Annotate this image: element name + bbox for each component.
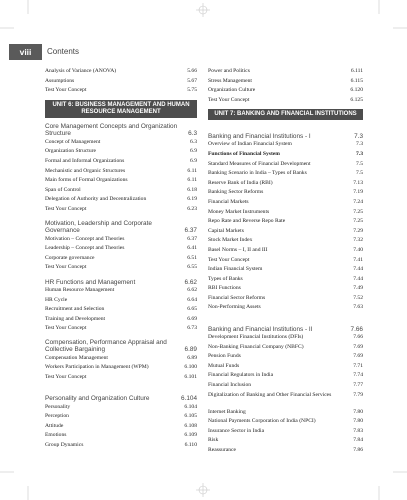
- entry-title: Financial Regulators in India: [208, 372, 274, 379]
- entry-title: Organization Structure: [45, 148, 97, 155]
- page-ref: 7.29: [353, 227, 363, 234]
- page-ref: 7.69: [353, 353, 363, 360]
- toc-left-column: [45, 68, 197, 452]
- page-ref: 5.75: [187, 87, 197, 94]
- page-ref: 7.66: [350, 325, 363, 333]
- toc-section-heading[interactable]: [45, 386, 197, 403]
- page-ref: 6.23: [187, 205, 197, 212]
- toc-entry[interactable]: [208, 344, 363, 354]
- entry-title: Perception: [45, 413, 69, 420]
- page-ref: 5.66: [187, 68, 197, 74]
- page-ref: 6.104: [184, 403, 197, 410]
- entry-title: Training and Development: [45, 315, 106, 322]
- page-ref: 7.86: [353, 447, 363, 453]
- entry-title: Stress Management: [208, 77, 252, 84]
- page-ref: 6.64: [187, 296, 197, 303]
- page-ref: 7.24: [353, 198, 363, 205]
- toc-entry[interactable]: [208, 392, 363, 409]
- toc-entry[interactable]: [208, 141, 363, 151]
- header-title: Contents: [47, 47, 80, 56]
- page-ref: 6.105: [184, 413, 197, 420]
- entry-title: Delegation of Authority and Decentralization: [45, 196, 147, 203]
- entry-title: Main forms of Formal Organizations: [45, 177, 128, 184]
- page-ref: 5.67: [187, 77, 197, 84]
- toc-entry[interactable]: [45, 236, 197, 246]
- page-ref: 7.3: [356, 141, 363, 148]
- toc-entry[interactable]: [208, 334, 363, 344]
- page-ref: 7.25: [353, 218, 363, 225]
- section-title: HR Functions and Management: [45, 278, 136, 286]
- toc-entry[interactable]: [208, 409, 363, 419]
- toc-entry[interactable]: [208, 418, 363, 428]
- entry-title: Test Your Concept: [45, 205, 87, 212]
- toc-entry[interactable]: [45, 442, 197, 452]
- entry-title: Risk: [208, 437, 219, 444]
- toc-entry[interactable]: [208, 218, 363, 228]
- page-ref: 7.84: [353, 437, 363, 444]
- section-title: Banking and Financial Institutions - II: [208, 325, 313, 333]
- unit-heading: UNIT 6: BUSINESS MANAGEMENT AND HUMAN RESOURCE MANAGEMENT: [45, 100, 197, 118]
- entry-title: Organization Culture: [208, 87, 256, 94]
- toc-entry[interactable]: [45, 168, 197, 178]
- toc-entry[interactable]: [45, 306, 197, 316]
- entry-title: Motivation – Concept and Theories: [45, 235, 125, 242]
- page-ref: 6.125: [350, 96, 363, 103]
- page-ref: 6.101: [184, 374, 197, 381]
- entry-title: HR Cycle: [45, 296, 68, 303]
- entry-title: Money Market Instruments: [208, 208, 270, 215]
- toc-entry[interactable]: [208, 428, 363, 438]
- page-ref: 6.100: [184, 364, 197, 371]
- toc-entry[interactable]: [45, 325, 197, 335]
- entry-title: Analysis of Variance (ANOVA): [45, 68, 117, 74]
- toc-entry[interactable]: [45, 87, 197, 97]
- toc-entry[interactable]: [208, 437, 363, 447]
- page-ref: 7.44: [353, 266, 363, 273]
- entry-title: Functions of Financial System: [208, 150, 280, 157]
- page-ref: 7.13: [353, 179, 363, 186]
- toc-entry[interactable]: [208, 78, 363, 88]
- toc-entry[interactable]: [45, 148, 197, 158]
- entry-title: Development Financial Institutions (DFIs): [208, 334, 304, 341]
- toc-entry[interactable]: [45, 413, 197, 423]
- toc-entry[interactable]: [45, 187, 197, 197]
- page-ref: 7.74: [353, 372, 363, 379]
- entry-title: Leadership – Concept and Theories: [45, 245, 125, 252]
- toc-entry[interactable]: [208, 447, 363, 457]
- page-ref: 7.41: [353, 256, 363, 263]
- toc-entry[interactable]: [208, 353, 363, 363]
- toc-entry[interactable]: [45, 316, 197, 326]
- toc-entry[interactable]: [45, 245, 197, 255]
- toc-section-heading[interactable]: [208, 316, 363, 333]
- page-ref: 7.83: [353, 427, 363, 434]
- entry-title: Personality: [45, 403, 71, 410]
- page-ref: 6.18: [187, 186, 197, 193]
- page-ref: 7.80: [353, 408, 363, 415]
- page-ref: 7.77: [353, 382, 363, 389]
- entry-title: Banking Sector Reforms: [208, 189, 264, 196]
- entry-title: Reassurance: [208, 447, 236, 453]
- toc-entry[interactable]: [208, 382, 363, 392]
- page-ref: 7.5: [356, 170, 363, 177]
- entry-title: Span of Control: [45, 186, 81, 193]
- page-header: [0, 44, 407, 60]
- toc-entry[interactable]: [208, 237, 363, 247]
- section-title: Personality and Organization Culture: [45, 395, 150, 403]
- page-ref: 7.49: [353, 285, 363, 292]
- entry-title: Digitalization of Banking and Other Financial Services: [208, 391, 332, 398]
- page-ref: 6.55: [187, 264, 197, 271]
- page-number-tab: viii: [9, 44, 42, 60]
- toc-section-heading[interactable]: [45, 121, 197, 138]
- entry-title: Test Your Concept: [45, 374, 87, 381]
- page-ref: 7.71: [353, 362, 363, 369]
- entry-title: National Payments Corporation of India (NPCI): [208, 418, 316, 425]
- toc-entry[interactable]: [208, 68, 363, 78]
- page-ref: 7.66: [353, 334, 363, 341]
- toc-section-heading[interactable]: [45, 218, 197, 235]
- toc-entry[interactable]: [45, 374, 197, 384]
- entry-title: Types of Banks: [208, 275, 243, 282]
- entry-title: Capital Markets: [208, 227, 244, 234]
- page-ref: 6.69: [187, 315, 197, 322]
- toc-section-heading[interactable]: [45, 337, 197, 354]
- entry-title: RBI Functions: [208, 285, 241, 292]
- toc-entry[interactable]: [208, 304, 363, 314]
- entry-title: Workers Participation in Management (WPM): [45, 364, 149, 371]
- toc-entry[interactable]: [45, 287, 197, 297]
- page-ref: 6.62: [184, 278, 197, 286]
- toc-section-heading[interactable]: [208, 123, 363, 140]
- page-ref: 7.5: [356, 160, 363, 167]
- page-ref: 6.51: [187, 254, 197, 261]
- page-ref: 6.41: [187, 245, 197, 252]
- toc-entry[interactable]: [208, 161, 363, 171]
- entry-title: Overview of Indian Financial System: [208, 141, 292, 148]
- toc-entry[interactable]: [208, 189, 363, 199]
- page-ref: 7.40: [353, 246, 363, 253]
- section-title: Banking and Financial Institutions - I: [208, 132, 311, 140]
- toc-entry[interactable]: [45, 404, 197, 414]
- toc-entry[interactable]: [208, 247, 363, 257]
- page-ref: 6.120: [350, 87, 363, 94]
- entry-title: Non-Banking Financial Company (NBFC): [208, 343, 304, 350]
- page-ref: 6.19: [187, 196, 197, 203]
- toc-entry[interactable]: [45, 432, 197, 442]
- entry-title: Stock Market Index: [208, 237, 253, 244]
- entry-title: Attitude: [45, 422, 64, 429]
- section-title: Compensation, Performance Appraisal and Collective Bargaining: [45, 339, 167, 354]
- entry-title: Emotions: [45, 432, 67, 439]
- toc-entry[interactable]: [208, 87, 363, 97]
- entry-title: Test Your Concept: [45, 87, 87, 94]
- entry-title: Repo Rate and Reverse Repo Rate: [208, 218, 286, 225]
- page-ref: 6.104: [181, 395, 197, 403]
- entry-title: Test Your Concept: [45, 325, 87, 332]
- toc-entry[interactable]: [208, 276, 363, 286]
- toc-entry[interactable]: [45, 297, 197, 307]
- entry-title: Banking Scenario in India – Types of Banks: [208, 170, 307, 177]
- page-ref: 6.65: [187, 306, 197, 313]
- page-ref: 7.3: [354, 132, 363, 140]
- toc-entry[interactable]: [208, 363, 363, 373]
- toc-entry[interactable]: [208, 180, 363, 190]
- toc-entry[interactable]: [45, 364, 197, 374]
- entry-title: Recruitment and Selection: [45, 306, 105, 313]
- toc-entry[interactable]: [208, 151, 363, 161]
- entry-title: Mechanistic and Organic Structures: [45, 167, 126, 174]
- entry-title: Indian Financial System: [208, 266, 263, 273]
- page-ref: 7.25: [353, 208, 363, 215]
- entry-title: Financial Markets: [208, 198, 249, 205]
- entry-title: Test Your Concept: [208, 96, 250, 103]
- toc-entry[interactable]: [45, 264, 197, 274]
- toc-entry[interactable]: [45, 68, 197, 78]
- page-ref: 6.11: [187, 177, 197, 184]
- page-ref: 7.32: [353, 237, 363, 244]
- entry-title: Financial Sector Reforms: [208, 294, 266, 301]
- entry-title: Assumptions: [45, 77, 75, 84]
- page-ref: 6.89: [187, 354, 197, 361]
- page-ref: 7.44: [353, 275, 363, 282]
- page-ref: 7.69: [353, 343, 363, 350]
- page-ref: 7.3: [356, 150, 363, 157]
- entry-title: Insurance Sector in India: [208, 427, 265, 434]
- entry-title: Non-Performing Assets: [208, 304, 261, 311]
- toc-entry[interactable]: [208, 228, 363, 238]
- entry-title: Group Dynamics: [45, 442, 84, 449]
- entry-title: Standard Measures of Financial Development: [208, 160, 311, 167]
- page-ref: 6.108: [184, 422, 197, 429]
- toc-entry[interactable]: [45, 177, 197, 187]
- page-ref: 6.3: [190, 138, 197, 145]
- toc-entry[interactable]: [208, 209, 363, 219]
- toc-right-column: [208, 68, 363, 457]
- page-ref: 6.9: [190, 157, 197, 164]
- toc-entry[interactable]: [208, 372, 363, 382]
- section-title: Motivation, Leadership and Corporate Governance: [45, 219, 152, 235]
- page-ref: 7.63: [353, 304, 363, 311]
- page-ref: 6.115: [350, 77, 363, 84]
- toc-entry[interactable]: [208, 285, 363, 295]
- page-ref: 6.109: [184, 432, 197, 439]
- toc-entry[interactable]: [208, 257, 363, 267]
- entry-title: Compensation Management: [45, 354, 108, 361]
- entry-title: Reserve Bank of India (RBI): [208, 179, 273, 186]
- entry-title: Financial Inclusion: [208, 382, 252, 389]
- entry-title: Mutual Funds: [208, 362, 240, 369]
- page-ref: 6.37: [187, 235, 197, 242]
- page-ref: 6.73: [187, 325, 197, 332]
- toc-entry[interactable]: [208, 97, 363, 107]
- entry-title: Human Resource Management: [45, 286, 115, 293]
- entry-title: Test Your Concept: [45, 264, 87, 271]
- page-ref: 7.80: [353, 418, 363, 425]
- page-ref: 6.62: [187, 286, 197, 293]
- entry-title: Basel Norms – I, II and III: [208, 246, 268, 253]
- page-ref: 6.37: [184, 227, 197, 235]
- page-ref: 7.52: [353, 294, 363, 301]
- page-ref: 6.89: [184, 346, 197, 354]
- page-ref: 6.110: [184, 442, 197, 449]
- page-ref: 7.79: [353, 391, 363, 398]
- entry-title: Concept of Management: [45, 138, 101, 145]
- entry-title: Test Your Concept: [208, 256, 250, 263]
- toc-entry[interactable]: [45, 139, 197, 149]
- entry-title: Power and Politics: [208, 68, 250, 74]
- toc-entry[interactable]: [208, 170, 363, 180]
- section-title: Core Management Concepts and Organization Structure: [45, 122, 178, 138]
- toc-entry[interactable]: [208, 266, 363, 276]
- page-ref: 7.19: [353, 189, 363, 196]
- toc-entry[interactable]: [45, 78, 197, 88]
- page-ref: 6.9: [190, 148, 197, 155]
- toc-section-heading[interactable]: [45, 276, 197, 286]
- entry-title: Pension Funds: [208, 353, 241, 360]
- toc-entry[interactable]: [45, 255, 197, 265]
- unit-heading: UNIT 7: BANKING AND FINANCIAL INSTITUTIONS: [208, 109, 363, 120]
- entry-title: Corporate governance: [45, 254, 95, 261]
- page-ref: 6.111: [350, 68, 363, 74]
- toc-entry[interactable]: [208, 199, 363, 209]
- toc-entry[interactable]: [45, 196, 197, 206]
- toc-entry[interactable]: [45, 423, 197, 433]
- entry-title: Formal and Informal Organizations: [45, 157, 125, 164]
- toc-entry[interactable]: [45, 158, 197, 168]
- entry-title: Internet Banking: [208, 408, 246, 415]
- toc-entry[interactable]: [45, 206, 197, 216]
- page-ref: 6.3: [188, 130, 197, 138]
- page-ref: 6.11: [187, 167, 197, 174]
